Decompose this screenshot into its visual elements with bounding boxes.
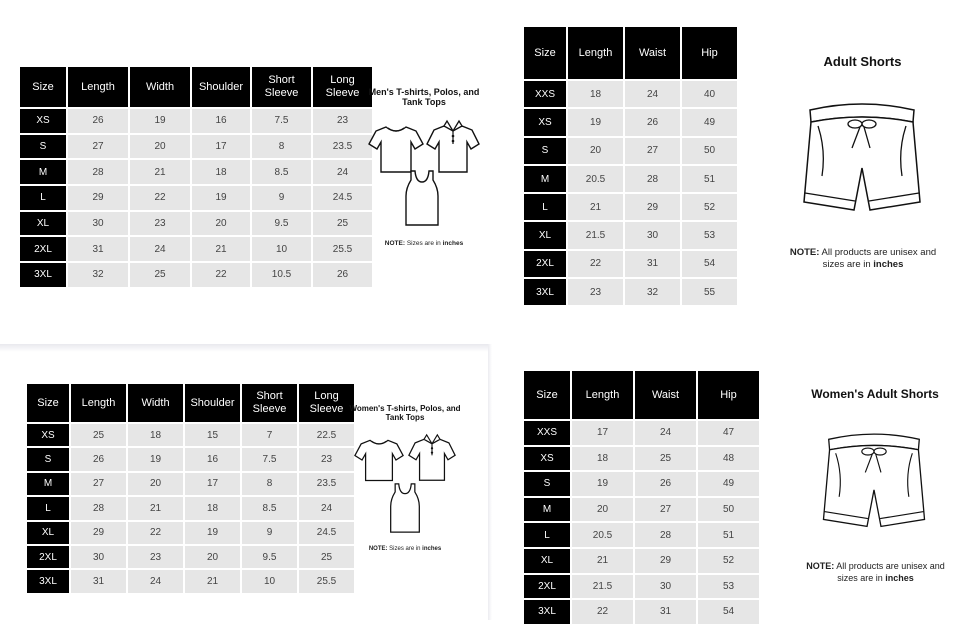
measurement-cell: 24 <box>299 497 354 519</box>
measurement-cell: 52 <box>698 549 759 573</box>
measurement-cell: 21.5 <box>572 575 633 599</box>
table-row <box>524 222 737 248</box>
table-row <box>20 160 372 184</box>
measurement-cell: 7.5 <box>252 109 311 133</box>
size-label-cell: XS <box>524 447 570 471</box>
column-header: Length <box>572 371 633 419</box>
measurement-cell: 21 <box>572 549 633 573</box>
measurement-cell: 31 <box>625 251 680 277</box>
table-row <box>524 549 759 573</box>
measurement-cell: 20 <box>185 546 240 568</box>
measurement-cell: 25.5 <box>313 237 372 261</box>
column-header: Width <box>130 67 190 107</box>
measurement-cell: 10 <box>242 570 297 592</box>
table-row <box>27 522 354 544</box>
polo-shirt-icon <box>408 433 456 483</box>
table-row <box>524 279 737 305</box>
table-row <box>524 498 759 522</box>
measurement-cell: 25 <box>71 424 126 446</box>
table-row <box>524 81 737 107</box>
measurement-cell: 47 <box>698 421 759 445</box>
size-label-cell: L <box>20 186 66 210</box>
measurement-cell: 22.5 <box>299 424 354 446</box>
table-header-row <box>20 67 372 107</box>
measurement-cell: 9.5 <box>252 212 311 236</box>
size-label-cell: M <box>524 166 566 192</box>
measurement-cell: 22 <box>572 600 633 624</box>
column-header: Size <box>524 371 570 419</box>
size-label-cell: L <box>524 523 570 547</box>
size-label-cell: L <box>27 497 69 519</box>
table-row <box>20 212 372 236</box>
adult-shorts-note <box>780 247 946 272</box>
shorts-icon <box>800 100 924 218</box>
measurement-cell: 9 <box>252 186 311 210</box>
size-label-cell: XS <box>27 424 69 446</box>
measurement-cell: 8.5 <box>242 497 297 519</box>
measurement-cell: 18 <box>192 160 250 184</box>
table-row <box>524 109 737 135</box>
measurement-cell: 20 <box>568 138 623 164</box>
size-label-cell: L <box>524 194 566 220</box>
womens-shorts-title: Women's Adult Shorts <box>811 387 939 401</box>
size-label-cell: S <box>27 448 69 470</box>
measurement-cell: 22 <box>192 263 250 287</box>
measurement-cell: 28 <box>635 523 696 547</box>
table-row <box>524 523 759 547</box>
column-header: Length <box>568 27 623 79</box>
measurement-cell: 10 <box>252 237 311 261</box>
measurement-cell: 18 <box>572 447 633 471</box>
size-label-cell: S <box>524 138 566 164</box>
mens-tshirt-size-table <box>18 65 374 289</box>
measurement-cell: 24 <box>625 81 680 107</box>
measurement-cell: 8 <box>252 135 311 159</box>
measurement-cell: 52 <box>682 194 737 220</box>
note-text: All products are unisex and sizes are in <box>819 247 937 271</box>
table-row <box>27 497 354 519</box>
measurement-cell: 7.5 <box>242 448 297 470</box>
measurement-cell: 27 <box>71 473 126 495</box>
measurement-cell: 53 <box>698 575 759 599</box>
measurement-cell: 20.5 <box>572 523 633 547</box>
measurement-cell: 24.5 <box>299 522 354 544</box>
measurement-cell: 48 <box>698 447 759 471</box>
note-unit: inches <box>873 259 904 271</box>
measurement-cell: 19 <box>568 109 623 135</box>
measurement-cell: 23.5 <box>313 135 372 159</box>
measurement-cell: 24 <box>313 160 372 184</box>
measurement-cell: 23 <box>568 279 623 305</box>
measurement-cell: 51 <box>682 166 737 192</box>
table-row <box>524 166 737 192</box>
table-row <box>524 194 737 220</box>
measurement-cell: 29 <box>71 522 126 544</box>
tshirt-icon <box>354 437 404 483</box>
measurement-cell: 17 <box>185 473 240 495</box>
table-row <box>27 546 354 568</box>
measurement-cell: 26 <box>635 472 696 496</box>
measurement-cell: 31 <box>71 570 126 592</box>
measurement-cell: 32 <box>68 263 128 287</box>
column-header: Short Sleeve <box>252 67 311 107</box>
measurement-cell: 9.5 <box>242 546 297 568</box>
measurement-cell: 29 <box>68 186 128 210</box>
measurement-cell: 17 <box>572 421 633 445</box>
measurement-cell: 54 <box>682 251 737 277</box>
measurement-cell: 17 <box>192 135 250 159</box>
column-header: Shoulder <box>192 67 250 107</box>
measurement-cell: 19 <box>192 186 250 210</box>
size-label-cell: M <box>524 498 570 522</box>
polo-shirt-icon <box>426 120 480 174</box>
measurement-cell: 21.5 <box>568 222 623 248</box>
note-text: All products are unisex and sizes are in <box>834 561 945 583</box>
size-label-cell: XS <box>20 109 66 133</box>
measurement-cell: 27 <box>635 498 696 522</box>
size-label-cell: 2XL <box>524 575 570 599</box>
measurement-cell: 10.5 <box>252 263 311 287</box>
measurement-cell: 23 <box>128 546 183 568</box>
measurement-cell: 50 <box>698 498 759 522</box>
measurement-cell: 25.5 <box>299 570 354 592</box>
table-row <box>20 186 372 210</box>
measurement-cell: 26 <box>313 263 372 287</box>
measurement-cell: 30 <box>68 212 128 236</box>
measurement-cell: 51 <box>698 523 759 547</box>
measurement-cell: 21 <box>130 160 190 184</box>
table-header-row <box>27 384 354 422</box>
tshirt-icon <box>368 124 424 174</box>
size-label-cell: 3XL <box>20 263 66 287</box>
measurement-cell: 22 <box>568 251 623 277</box>
column-header: Length <box>68 67 128 107</box>
table-row <box>524 251 737 277</box>
measurement-cell: 19 <box>128 448 183 470</box>
measurement-cell: 26 <box>71 448 126 470</box>
size-label-cell: XS <box>524 109 566 135</box>
note-label: NOTE: <box>368 546 388 552</box>
measurement-cell: 21 <box>128 497 183 519</box>
measurement-cell: 50 <box>682 138 737 164</box>
size-label-cell: XL <box>27 522 69 544</box>
size-label-cell: M <box>20 160 66 184</box>
measurement-cell: 27 <box>625 138 680 164</box>
measurement-cell: 23 <box>299 448 354 470</box>
measurement-cell: 19 <box>572 472 633 496</box>
column-header: Size <box>524 27 566 79</box>
measurement-cell: 24 <box>128 570 183 592</box>
measurement-cell: 54 <box>698 600 759 624</box>
table-row <box>524 575 759 599</box>
measurement-cell: 49 <box>682 109 737 135</box>
measurement-cell: 32 <box>625 279 680 305</box>
mens-tshirt-title: Men's T-shirts, Polos, and Tank Tops <box>368 87 480 108</box>
table-row <box>524 600 759 624</box>
column-header: Shoulder <box>185 384 240 422</box>
womens-tshirt-title: Women's T-shirts, Polos, and Tank Tops <box>349 404 461 423</box>
panel-divider <box>0 344 492 352</box>
column-header: Size <box>20 67 66 107</box>
column-header: Hip <box>698 371 759 419</box>
womens-tshirt-note <box>346 546 464 554</box>
measurement-cell: 25 <box>635 447 696 471</box>
size-label-cell: XL <box>20 212 66 236</box>
panel-divider-vertical <box>488 344 492 620</box>
measurement-cell: 15 <box>185 424 240 446</box>
note-unit: inches <box>442 240 464 247</box>
measurement-cell: 20 <box>192 212 250 236</box>
adult-shorts-title: Adult Shorts <box>823 54 902 69</box>
measurement-cell: 30 <box>71 546 126 568</box>
measurement-cell: 28 <box>71 497 126 519</box>
measurement-cell: 22 <box>130 186 190 210</box>
note-unit: inches <box>422 546 442 552</box>
measurement-cell: 19 <box>185 522 240 544</box>
measurement-cell: 25 <box>299 546 354 568</box>
size-label-cell: XL <box>524 222 566 248</box>
column-header: Waist <box>635 371 696 419</box>
womens-shorts-size-table <box>522 369 761 626</box>
size-label-cell: XXS <box>524 421 570 445</box>
measurement-cell: 25 <box>130 263 190 287</box>
size-label-cell: 2XL <box>20 237 66 261</box>
measurement-cell: 18 <box>128 424 183 446</box>
measurement-cell: 40 <box>682 81 737 107</box>
tank-top-icon <box>403 170 441 226</box>
table-row <box>20 135 372 159</box>
note-text: Sizes are in <box>405 240 443 247</box>
note-label: NOTE: <box>789 247 820 258</box>
size-label-cell: XL <box>524 549 570 573</box>
table-row <box>524 421 759 445</box>
size-label-cell: 3XL <box>27 570 69 592</box>
size-label-cell: 2XL <box>27 546 69 568</box>
column-header: Hip <box>682 27 737 79</box>
tank-top-icon <box>388 482 422 534</box>
note-text: Sizes are in <box>387 546 423 552</box>
table-row <box>524 138 737 164</box>
note-label: NOTE: <box>806 561 835 571</box>
measurement-cell: 27 <box>68 135 128 159</box>
measurement-cell: 24.5 <box>313 186 372 210</box>
measurement-cell: 53 <box>682 222 737 248</box>
measurement-cell: 20 <box>130 135 190 159</box>
measurement-cell: 23 <box>313 109 372 133</box>
measurement-cell: 18 <box>185 497 240 519</box>
table-row <box>524 447 759 471</box>
measurement-cell: 49 <box>698 472 759 496</box>
measurement-cell: 26 <box>68 109 128 133</box>
note-label: NOTE: <box>384 240 406 247</box>
measurement-cell: 29 <box>635 549 696 573</box>
column-header: Short Sleeve <box>242 384 297 422</box>
table-row <box>27 448 354 470</box>
size-label-cell: 3XL <box>524 600 570 624</box>
table-row <box>20 109 372 133</box>
womens-tshirt-size-table <box>25 382 356 595</box>
table-row <box>20 237 372 261</box>
measurement-cell: 23 <box>130 212 190 236</box>
adult-shorts-size-table <box>522 25 739 307</box>
measurement-cell: 18 <box>568 81 623 107</box>
measurement-cell: 8 <box>242 473 297 495</box>
column-header: Width <box>128 384 183 422</box>
table-header-row <box>524 371 759 419</box>
womens-shorts-note <box>798 561 953 584</box>
size-label-cell: 2XL <box>524 251 566 277</box>
size-label-cell: M <box>27 473 69 495</box>
measurement-cell: 31 <box>68 237 128 261</box>
measurement-cell: 16 <box>185 448 240 470</box>
measurement-cell: 24 <box>130 237 190 261</box>
table-row <box>27 473 354 495</box>
table-row <box>27 570 354 592</box>
measurement-cell: 9 <box>242 522 297 544</box>
size-label-cell: S <box>20 135 66 159</box>
column-header: Size <box>27 384 69 422</box>
mens-tshirt-note <box>364 240 484 248</box>
note-unit: inches <box>885 572 914 583</box>
shorts-icon <box>820 430 928 534</box>
table-row <box>20 263 372 287</box>
measurement-cell: 25 <box>313 212 372 236</box>
table-header-row <box>524 27 737 79</box>
measurement-cell: 22 <box>128 522 183 544</box>
measurement-cell: 55 <box>682 279 737 305</box>
table-row <box>524 472 759 496</box>
measurement-cell: 19 <box>130 109 190 133</box>
measurement-cell: 28 <box>625 166 680 192</box>
measurement-cell: 20.5 <box>568 166 623 192</box>
measurement-cell: 7 <box>242 424 297 446</box>
column-header: Waist <box>625 27 680 79</box>
measurement-cell: 30 <box>635 575 696 599</box>
measurement-cell: 23.5 <box>299 473 354 495</box>
column-header: Length <box>71 384 126 422</box>
measurement-cell: 26 <box>625 109 680 135</box>
size-label-cell: S <box>524 472 570 496</box>
measurement-cell: 20 <box>572 498 633 522</box>
measurement-cell: 16 <box>192 109 250 133</box>
measurement-cell: 20 <box>128 473 183 495</box>
size-label-cell: 3XL <box>524 279 566 305</box>
table-row <box>27 424 354 446</box>
measurement-cell: 29 <box>625 194 680 220</box>
size-label-cell: XXS <box>524 81 566 107</box>
column-header: Long Sleeve <box>313 67 372 107</box>
measurement-cell: 8.5 <box>252 160 311 184</box>
measurement-cell: 31 <box>635 600 696 624</box>
measurement-cell: 24 <box>635 421 696 445</box>
measurement-cell: 21 <box>185 570 240 592</box>
column-header: Long Sleeve <box>299 384 354 422</box>
measurement-cell: 28 <box>68 160 128 184</box>
measurement-cell: 30 <box>625 222 680 248</box>
measurement-cell: 21 <box>192 237 250 261</box>
measurement-cell: 21 <box>568 194 623 220</box>
